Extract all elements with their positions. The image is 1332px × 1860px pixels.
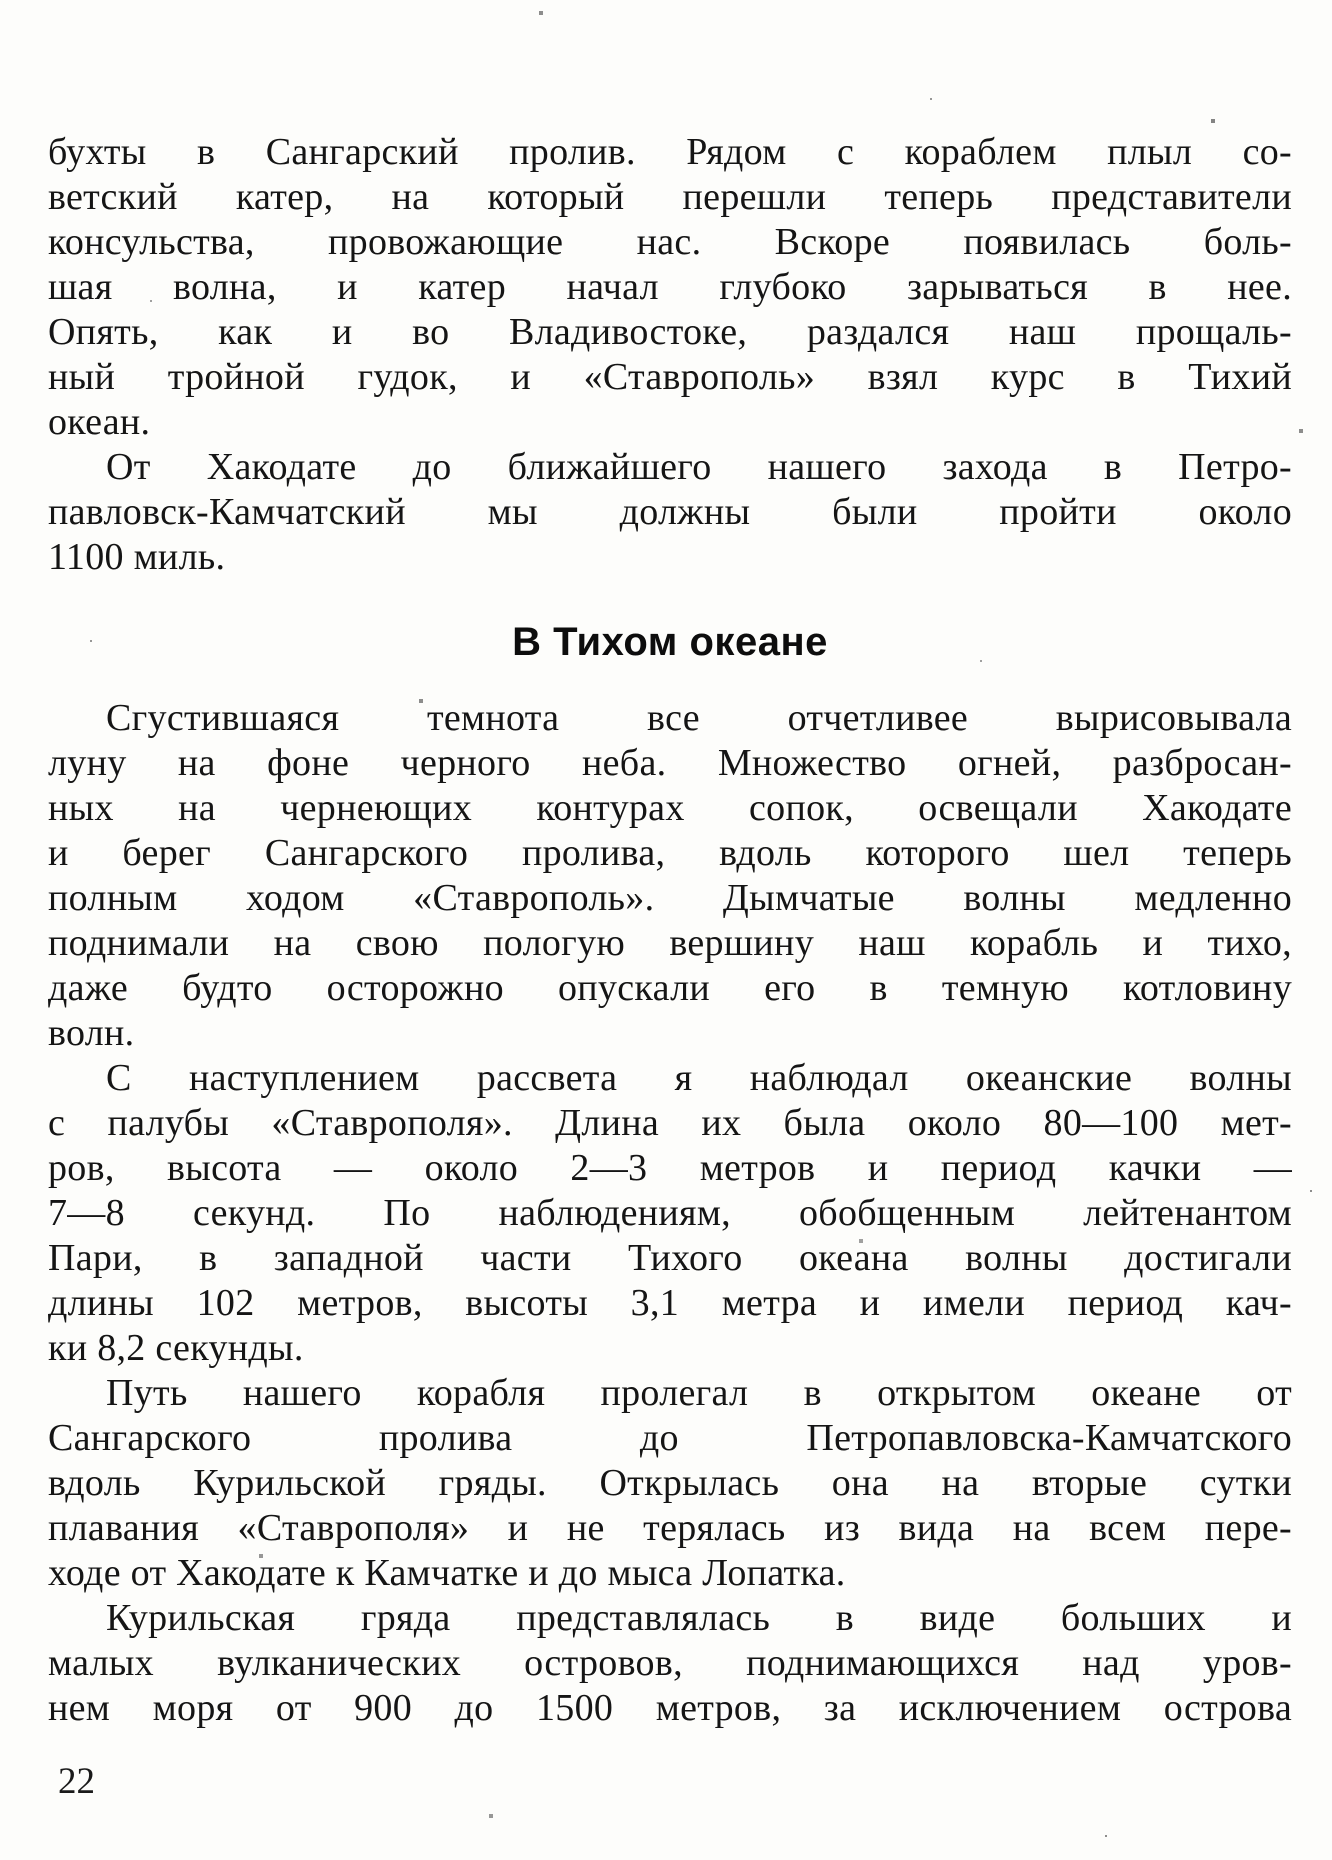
paragraph-2 [48,445,1292,580]
text-line: полным ходом «Ставрополь». Дымчатые волны медленно [48,877,1292,919]
text-line: и берег Сангарского пролива, вдоль которого шел теперь [48,832,1292,874]
text-line: океан. [48,401,151,443]
paragraph-4 [48,1056,1292,1371]
scan-noise [0,0,2,2]
text-line: длины 102 метров, высоты 3,1 метра и имели период кач- [48,1282,1292,1324]
text-line: С наступлением рассвета я наблюдал океанские волны [106,1057,1292,1099]
paragraph-1 [48,130,1292,445]
text-line: бухты в Сангарский пролив. Рядом с кораблем плыл со- [48,131,1292,173]
page-footer [58,1760,95,1803]
text-line: 7—8 секунд. По наблюдениям, обобщенным лейтенантом [48,1192,1292,1234]
text-line: Сангарского пролива до Петропавловска-Камчатского [48,1417,1292,1459]
text-line: консульства, провожающие нас. Вскоре появилась боль- [48,221,1292,263]
book-page-text [48,130,1292,1731]
section-heading: В Тихом океане [512,620,828,664]
text-line: ных на чернеющих контурах сопок, освещали Хакодате [48,787,1292,829]
paragraph-3 [48,696,1292,1056]
text-line: даже будто осторожно опускали его в темную котловину [48,967,1292,1009]
text-line: 1100 миль. [48,536,226,578]
text-line: ходе от Хакодате к Камчатке и до мыса Лопатка. [48,1552,846,1594]
text-line: луну на фоне черного неба. Множество огней, разбросан- [48,742,1292,784]
paragraph-5 [48,1371,1292,1596]
text-line: шая волна, и катер начал глубоко зарываться в нее. [48,266,1292,308]
text-line: Пари, в западной части Тихого океана волны достигали [48,1237,1292,1279]
paragraph-6 [48,1596,1292,1731]
text-line: малых вулканических островов, поднимающихся над уров- [48,1642,1292,1684]
text-line: плавания «Ставрополя» и не терялась из вида на всем пере- [48,1507,1292,1549]
text-line: Курильская гряда представлялась в виде больших и [106,1597,1292,1639]
text-line: Сгустившаяся темнота все отчетливее вырисовывала [106,697,1292,739]
text-line: павловск-Камчатский мы должны были пройти около [48,491,1292,533]
text-line: Путь нашего корабля пролегал в открытом океане от [106,1372,1292,1414]
text-line: От Хакодате до ближайшего нашего захода в Петро- [106,446,1292,488]
text-line: ный тройной гудок, и «Ставрополь» взял курс в Тихий [48,356,1292,398]
text-line: Опять, как и во Владивостоке, раздался наш прощаль- [48,311,1292,353]
text-line: вдоль Курильской гряды. Открылась она на вторые сутки [48,1462,1292,1504]
text-line: с палубы «Ставрополя». Длина их была около 80—100 мет- [48,1102,1292,1144]
text-line: нем моря от 900 до 1500 метров, за исключением острова [48,1687,1292,1729]
text-line: ки 8,2 секунды. [48,1327,304,1369]
text-line: поднимали на свою пологую вершину наш корабль и тихо, [48,922,1292,964]
text-line: ветский катер, на который перешли теперь представители [48,176,1292,218]
text-line: волн. [48,1012,135,1054]
text-line: ров, высота — около 2—3 метров и период качки — [48,1147,1292,1189]
page-number: 22 [58,1761,95,1802]
